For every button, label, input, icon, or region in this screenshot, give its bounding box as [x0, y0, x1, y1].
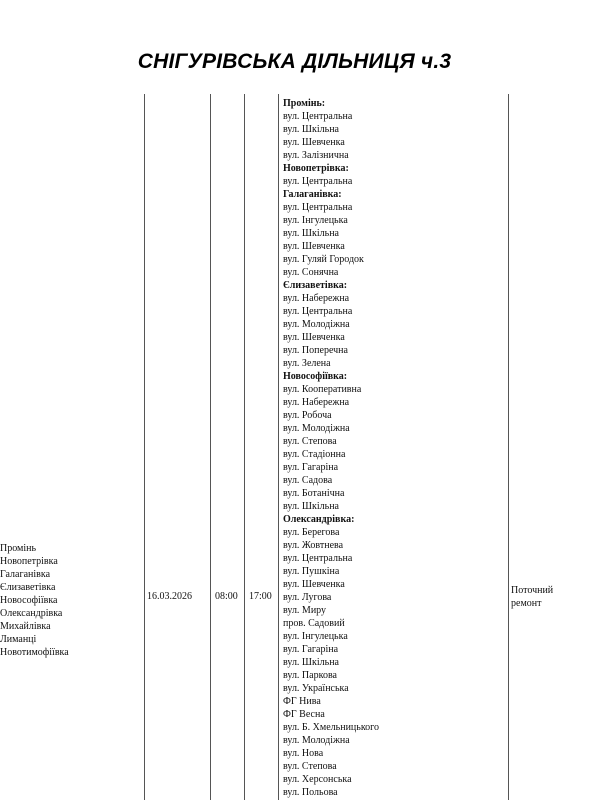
page-title: СНІГУРІВСЬКА ДІЛЬНИЦЯ ч.3 [137, 50, 452, 73]
column-divider [508, 94, 509, 800]
street-item: вул. Шкільна [283, 501, 339, 512]
street-item: вул. Степова [283, 436, 337, 447]
street-item: вул. Поперечна [283, 345, 348, 356]
settlement-item: Новопетрівка [0, 556, 58, 567]
street-item: вул. Кооперативна [283, 384, 362, 395]
outage-date: 16.03.2026 [147, 591, 192, 602]
street-item: вул. Центральна [283, 176, 353, 187]
settlement-item: Лиманці [0, 634, 37, 645]
street-item: вул. Стадіонна [283, 449, 346, 460]
street-item: вул. Набережна [283, 293, 350, 304]
end-time: 17:00 [249, 591, 272, 602]
work-type: Поточний ремонт [511, 585, 554, 609]
column-divider [244, 94, 245, 800]
street-item: вул. Польова [283, 787, 338, 798]
street-group-header: Єлизаветівка: [283, 280, 348, 291]
street-item: вул. Степова [283, 761, 337, 772]
street-group-header: Олександрівка: [283, 514, 355, 525]
settlements-list [0, 542, 69, 659]
street-item: вул. Б. Хмельницького [283, 722, 380, 733]
street-item: пров. Садовий [283, 618, 345, 629]
street-item: вул. Гагаріна [283, 644, 339, 655]
settlement-item: Михайлівка [0, 621, 51, 632]
street-item: вул. Українська [283, 683, 349, 694]
street-item: вул. Шевченка [283, 332, 345, 343]
street-item: вул. Центральна [283, 553, 353, 564]
street-item: вул. Шевченка [283, 137, 345, 148]
street-item: вул. Гагаріна [283, 462, 339, 473]
street-item: вул. Інгулецька [283, 215, 348, 226]
street-item: вул. Нова [283, 748, 324, 759]
street-item: вул. Шкільна [283, 124, 339, 135]
street-group-header: Новопетрівка: [283, 163, 349, 174]
street-item: вул. Гуляй Городок [283, 254, 364, 265]
street-item: вул. Садова [283, 475, 333, 486]
street-item: вул. Молодіжна [283, 735, 350, 746]
settlement-item: Олександрівка [0, 608, 63, 619]
street-item: вул. Жовтнева [283, 540, 344, 551]
street-item: вул. Молодіжна [283, 423, 350, 434]
street-item: вул. Миру [283, 605, 327, 616]
street-group-header: Промінь: [283, 98, 326, 109]
street-item: вул. Центральна [283, 306, 353, 317]
start-time: 08:00 [215, 591, 238, 602]
street-item: вул. Центральна [283, 111, 353, 122]
street-item: вул. Шевченка [283, 241, 345, 252]
street-item: вул. Шевченка [283, 579, 345, 590]
street-item: вул. Зелена [283, 358, 331, 369]
street-item: вул. Пушкіна [283, 566, 340, 577]
streets-list [283, 97, 379, 799]
street-item: вул. Інгулецька [283, 631, 348, 642]
settlement-item: Єлизаветівка [0, 582, 56, 593]
street-item: вул. Молодіжна [283, 319, 350, 330]
street-item: вул. Лугова [283, 592, 332, 603]
street-item: ФГ Нива [283, 696, 321, 707]
street-item: вул. Шкільна [283, 657, 339, 668]
street-item: вул. Залізнична [283, 150, 349, 161]
settlement-item: Промінь [0, 543, 37, 554]
street-item: вул. Набережна [283, 397, 350, 408]
street-item: вул. Херсонська [283, 774, 352, 785]
settlement-item: Галаганівка [0, 569, 51, 580]
street-item: вул. Паркова [283, 670, 337, 681]
street-item: ФГ Весна [283, 709, 325, 720]
column-divider [144, 94, 145, 800]
settlement-item: Новотимофіївка [0, 647, 69, 658]
settlement-item: Новософіївка [0, 595, 58, 606]
column-divider [210, 94, 211, 800]
street-item: вул. Шкільна [283, 228, 339, 239]
column-divider [278, 94, 279, 800]
street-group-header: Галаганівка: [283, 189, 342, 200]
street-item: вул. Ботанічна [283, 488, 345, 499]
street-item: вул. Сонячна [283, 267, 339, 278]
street-group-header: Новософіївка: [283, 371, 348, 382]
street-item: вул. Робоча [283, 410, 332, 421]
street-item: вул. Берегова [283, 527, 340, 538]
street-item: вул. Центральна [283, 202, 353, 213]
